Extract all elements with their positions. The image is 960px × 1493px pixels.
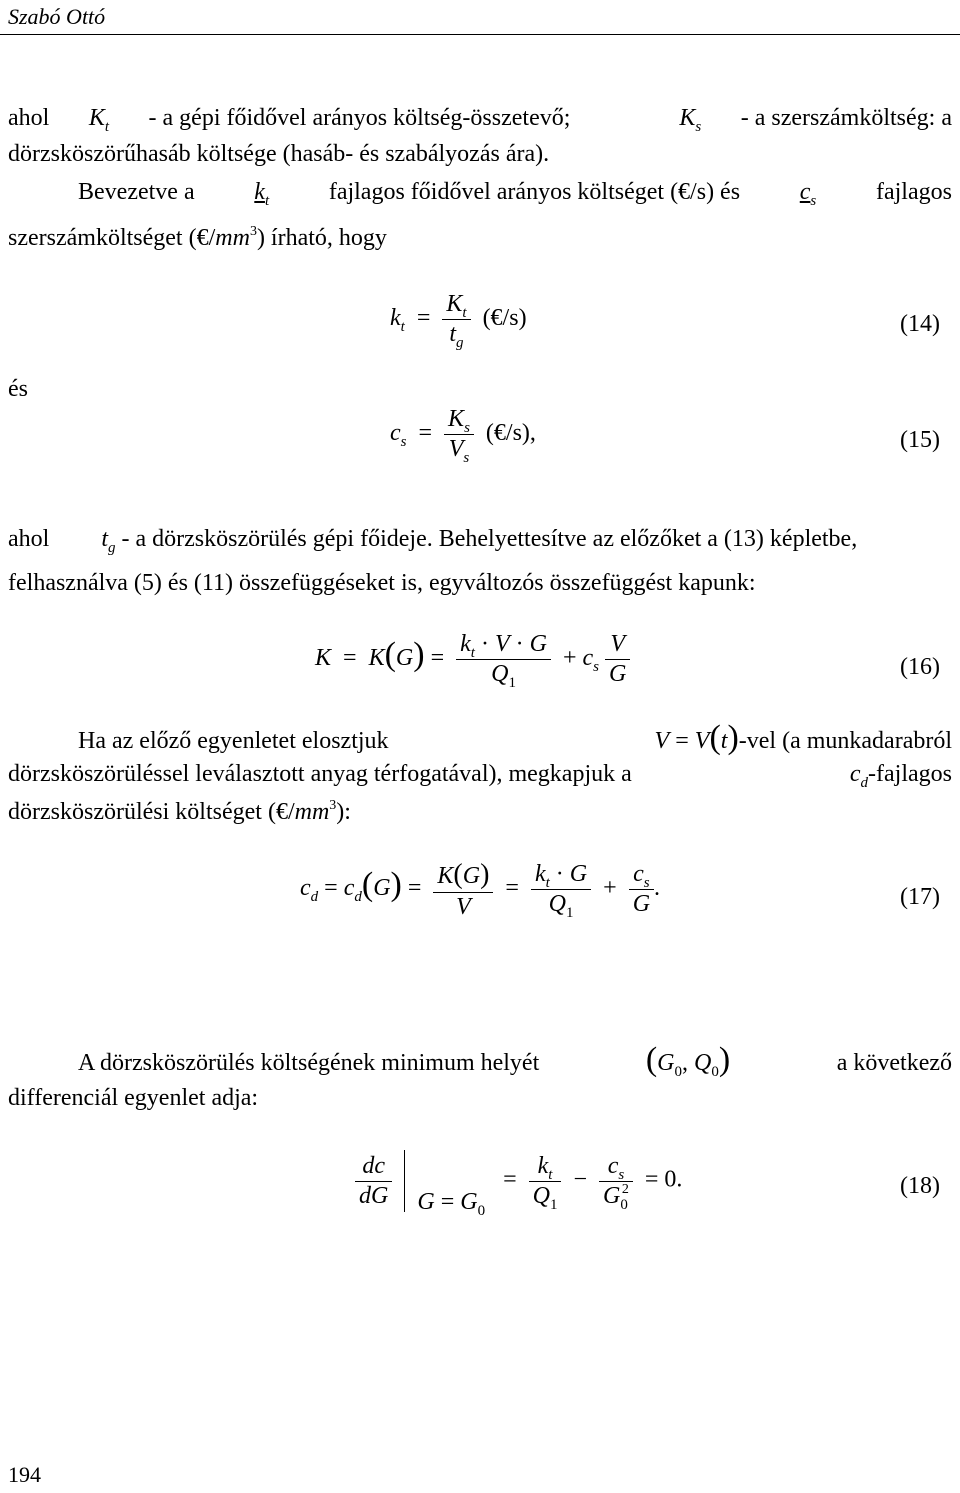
header-rule — [0, 34, 960, 35]
equation-18: $\frac{dc}{dG}$ $G = G_0$ = $\frac{k_t}{Q_1}$ − $\frac{c_s}{G_0^2}$ = 0. — [355, 1150, 682, 1212]
text-removed-volume: dörzsköszörüléssel leválasztott anyag térfogatával), megkapjuk a — [8, 761, 632, 787]
symbol-cd: $c_d$-fajlagos — [849, 761, 952, 791]
text-specific-cost: fajlagos főidővel arányos költséget (€/s) és — [328, 179, 741, 205]
word-ahol-2: ahol — [8, 526, 50, 552]
symbol-Ks: $K_s$ — [679, 105, 702, 135]
symbol-G0-Q0: ($G_0$, $Q_0$) — [645, 1041, 731, 1080]
text-by-volume: -vel (a munkadarabról — [738, 728, 952, 754]
para3-line2 — [8, 760, 952, 789]
symbol-tg: $t_g$ — [101, 526, 116, 556]
text-dividing: Ha az előző egyenletet elosztjuk — [78, 728, 389, 754]
equation-number-17: (17) — [900, 884, 940, 910]
equation-number-14: (14) — [900, 311, 940, 337]
symbol-Kt: $K_t$ — [88, 105, 110, 135]
text-specific-2: -fajlagos — [868, 761, 952, 787]
text-tool-cost: - a szerszámköltség: a — [740, 105, 952, 131]
page-number: 194 — [8, 1462, 41, 1487]
text-machine-cost: - a gépi főidővel arányos költség-összetevő; — [148, 105, 571, 131]
eq15-unit: (€/s), — [485, 419, 536, 446]
text-can-write: ) írható, hogy — [256, 225, 387, 251]
symbol-cs: $c_s$ — [799, 179, 817, 209]
text-following: a következő — [836, 1050, 952, 1076]
text-tool-cost-unit: szerszámköltséget (€/ — [8, 225, 216, 251]
para1-line1 — [8, 104, 952, 133]
para2-line1 — [8, 525, 857, 554]
conjunction-and: és — [8, 376, 28, 402]
para3-line3: dörzsköszörülési költséget $(€/mm^3)$: — [8, 798, 351, 825]
word-ahol: ahol — [8, 105, 50, 131]
para3-line1 — [8, 718, 952, 759]
para4-line2: differenciál egyenlet adja: — [8, 1085, 259, 1111]
para1-line2: dörzsköszörűhasáb költsége (hasáb- és szabályozás ára). — [8, 141, 550, 167]
symbol-V-of-t: V = V(t)-vel (a munkadarabról — [654, 719, 952, 756]
text-colon: ): — [336, 799, 351, 825]
equation-14: $k_t$ = $\frac{K_t}{t_g}$ (€/s) — [390, 291, 527, 351]
equation-number-16: (16) — [900, 654, 940, 680]
equation-17: $c_d = c_d(G)$ = $\frac{K(G)}{V}$ = $\frac{k_t \cdot G}{Q_1}$ + $\frac{c_s}{G}$ . — [300, 859, 661, 922]
text-grinding-time: - a dörzsköszörülés gépi főideje. Behelyettesítve az előzőket a (13) képletbe, — [121, 526, 858, 552]
para1-line4: szerszámköltséget $(€/mm^3)$ írható, hogy — [8, 224, 387, 251]
equation-16: K = K(G) = $\frac{k_t \cdot V \cdot G}{Q_1}$ + $c_s$ $\frac{V}{G}$ — [315, 630, 630, 689]
para2-line2: felhasználva (5) és (11) összefüggéseket is, egyváltozós összefüggést kapunk: — [8, 570, 756, 596]
equation-15: $c_s$ = $\frac{K_s}{V_s}$ (€/s), — [390, 406, 536, 466]
eq14-unit: (€/s) — [482, 304, 527, 331]
para4-line1 — [8, 1040, 952, 1081]
equation-number-18: (18) — [900, 1173, 940, 1199]
symbol-kt: $k_t$ — [254, 179, 270, 209]
text-grinding-cost: dörzsköszörülési költséget (€/ — [8, 799, 295, 825]
text-introducing: Bevezetve a — [78, 179, 195, 205]
running-header-author: Szabó Ottó — [8, 4, 106, 29]
text-minimum-location: A dörzsköszörülés költségének minimum helyét — [78, 1050, 540, 1076]
equation-number-15: (15) — [900, 427, 940, 453]
para1-line3 — [8, 178, 952, 207]
text-specific: fajlagos — [875, 179, 952, 205]
